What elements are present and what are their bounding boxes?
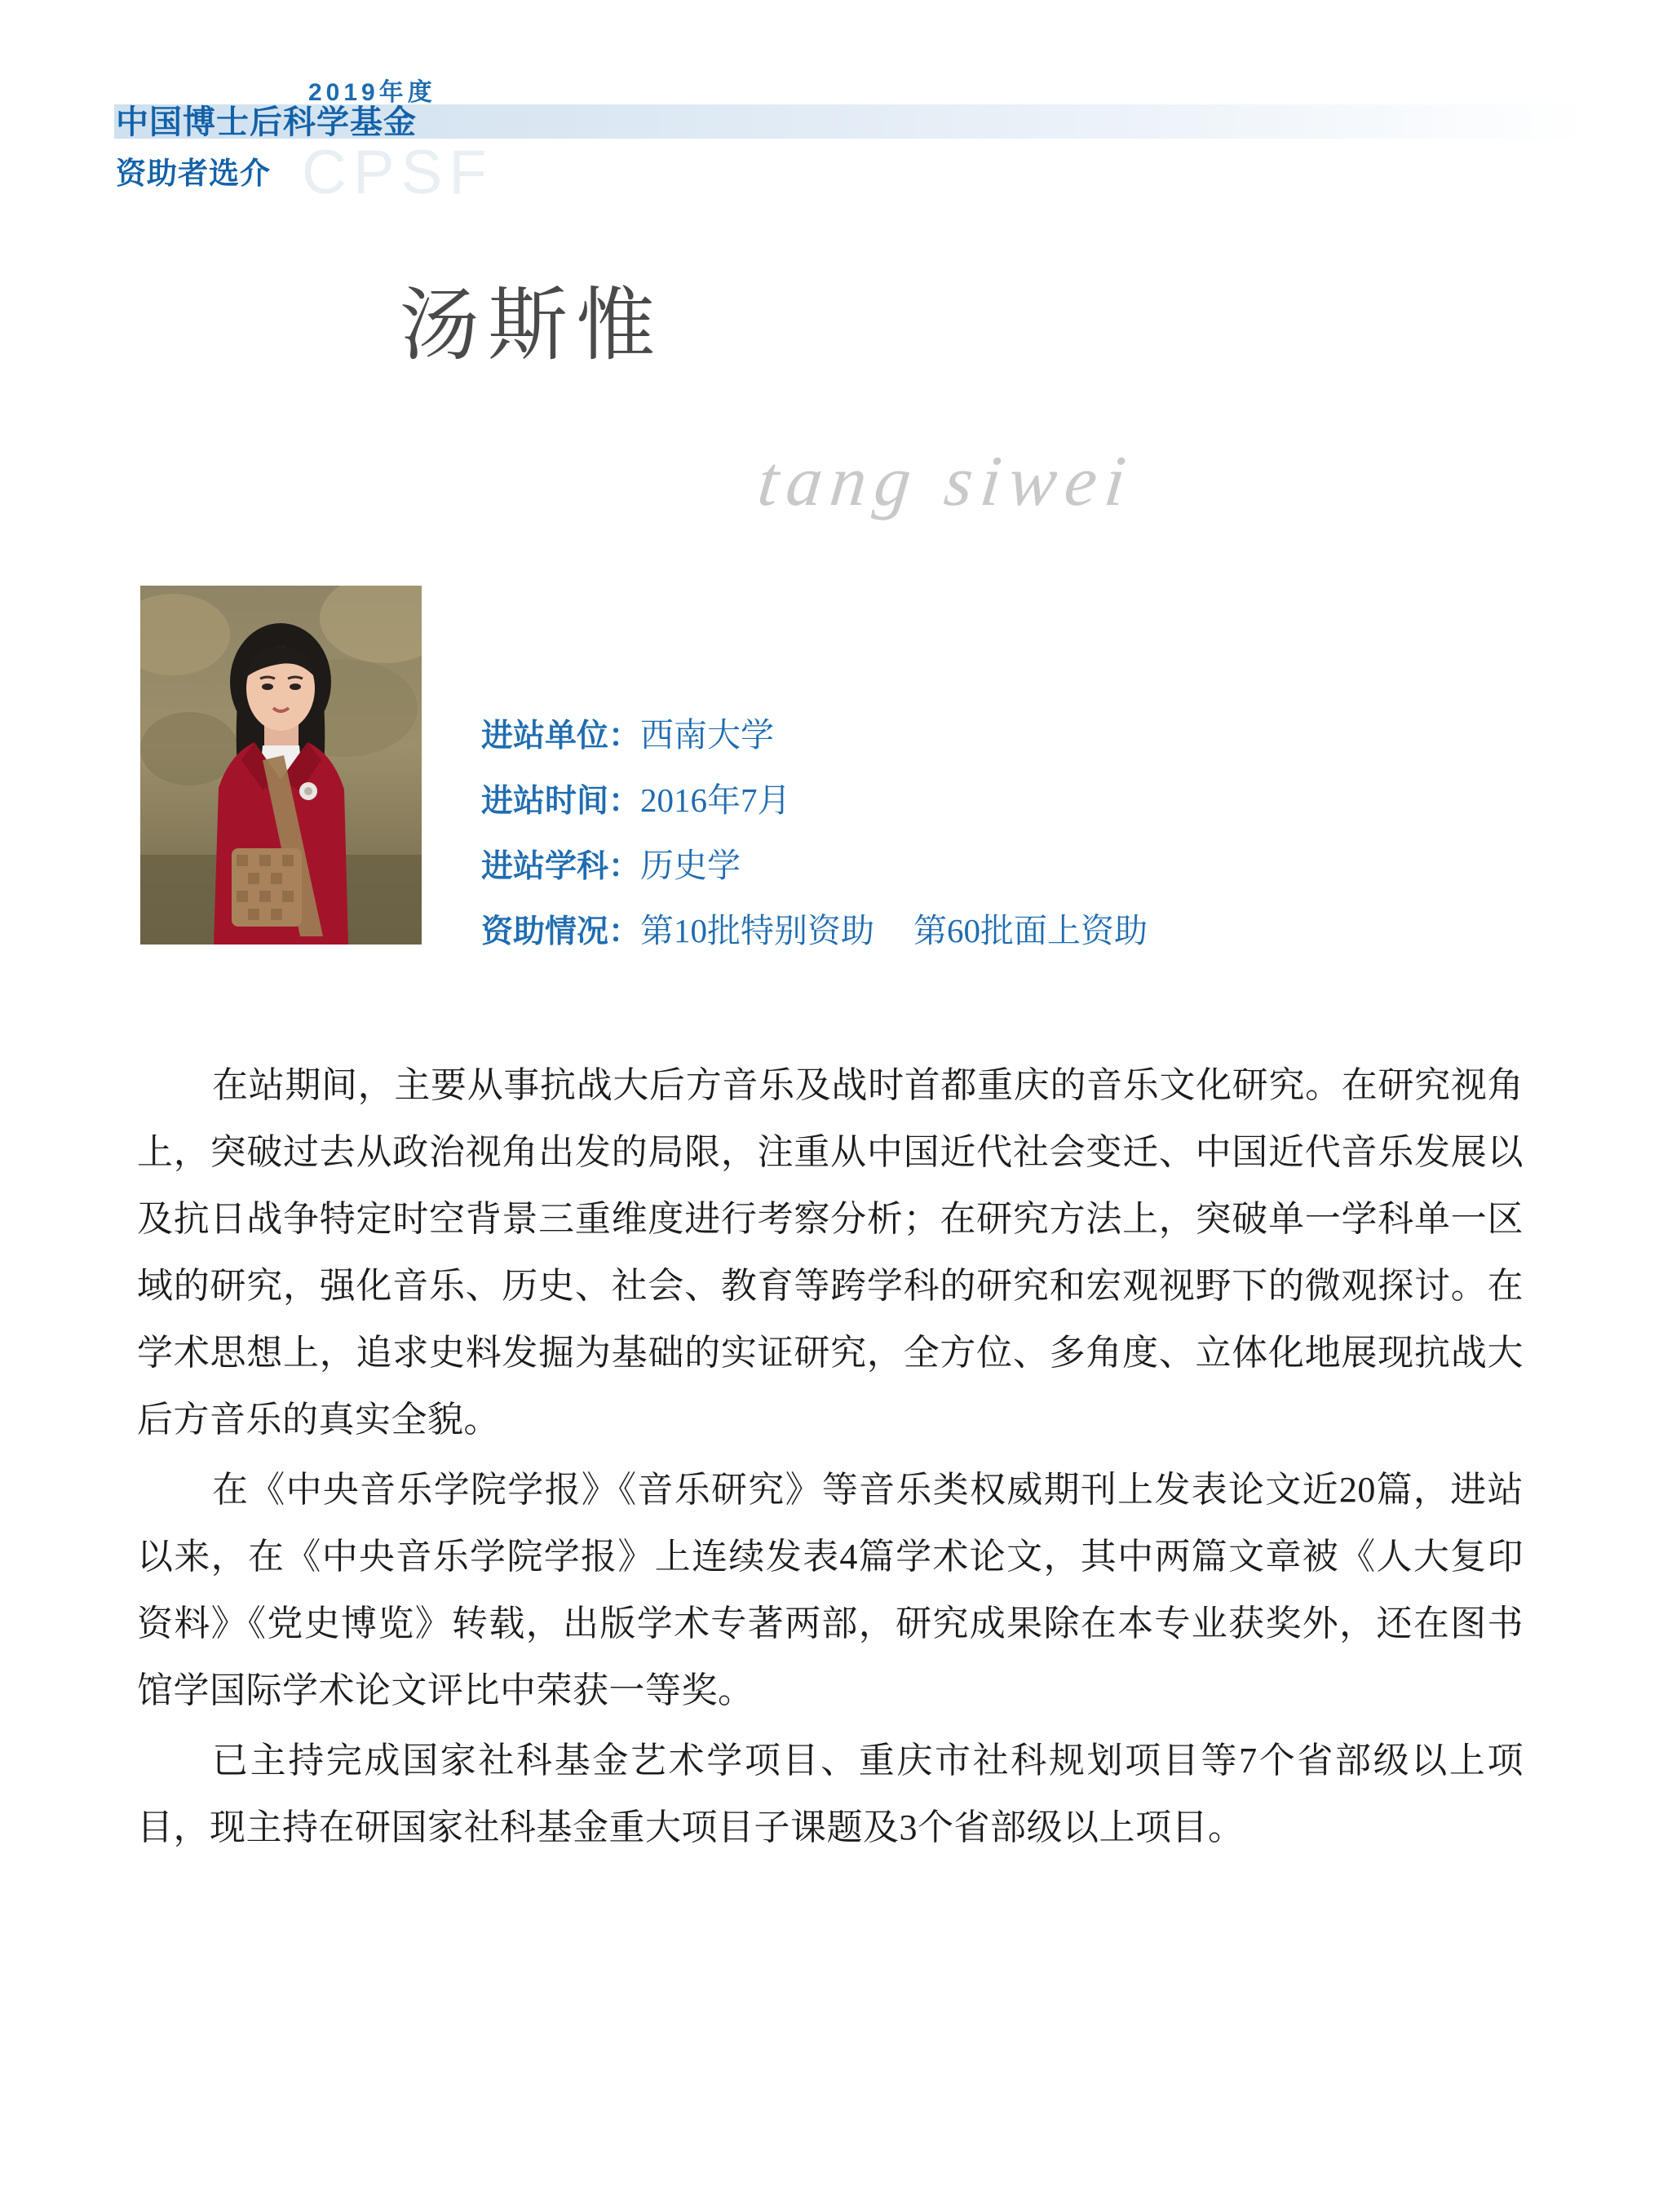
info-row [481, 834, 1541, 899]
info-label-entry-date: 进站时间： [481, 784, 641, 819]
body-paragraph: 在《中央音乐学院学报》《音乐研究》等音乐类权威期刊上发表论文近20篇，进站以来，在《中央音乐学院学报》上连续发表4篇学术论文，其中两篇文章被《人大复印资料》《党史博览》转载，出版学术专著两部，研究成果除在本专业获奖外，还在图书馆学国际学术论文评比中荣获一等奖。 [137, 1470, 1524, 1710]
info-label-funding: 资助情况： [481, 914, 641, 949]
page-header [0, 0, 1663, 237]
portrait-photo-graphic [140, 586, 422, 945]
info-row [481, 768, 1541, 834]
header-title-line2: 资助者选介 [116, 157, 271, 190]
info-value-entry-date: 2016年7月 [640, 781, 791, 819]
header-year: 2019年度 [308, 79, 436, 106]
info-label-discipline: 进站学科： [481, 849, 641, 884]
info-row [481, 703, 1541, 768]
portrait-photo [140, 586, 422, 945]
info-label-institution: 进站单位： [481, 719, 641, 754]
info-value-discipline: 历史学 [640, 847, 741, 884]
profile-name-cn: 汤斯惟 [400, 280, 665, 369]
body-paragraph: 在站期间，主要从事抗战大后方音乐及战时首都重庆的音乐文化研究。在研究视角上，突破过去从政治视角出发的局限，注重从中国近代社会变迁、中国近代音乐发展以及抗日战争特定时空背景三重维度进行考察分析；在研究方法上，突破单一学科单一区域的研究，强化音乐、历史、社会、教育等跨学科的研究和宏观视野下的微观探讨。在学术思想上，追求史料发掘为基础的实证研究，全方位、多角度、立体化地展现抗战大后方音乐的真实全貌。 [137, 1065, 1524, 1440]
header-title-line1: 中国博士后科学基金 [116, 104, 417, 140]
info-value-institution: 西南大学 [640, 716, 775, 754]
body-text-block [137, 1052, 1524, 1865]
info-value-funding-2: 第60批面上资助 [913, 912, 1148, 949]
profile-info-block [481, 703, 1541, 964]
info-value-funding-1: 第10批特别资助 [640, 912, 875, 949]
body-paragraph: 已主持完成国家社科基金艺术学项目、重庆市社科规划项目等7个省部级以上项目，现主持在研国家社科基金重大项目子课题及3个省部级以上项目。 [137, 1741, 1524, 1847]
profile-name-en: tang siwei [754, 442, 1138, 521]
header-watermark-cpsf: CPSF [302, 138, 493, 207]
info-row [481, 899, 1541, 964]
